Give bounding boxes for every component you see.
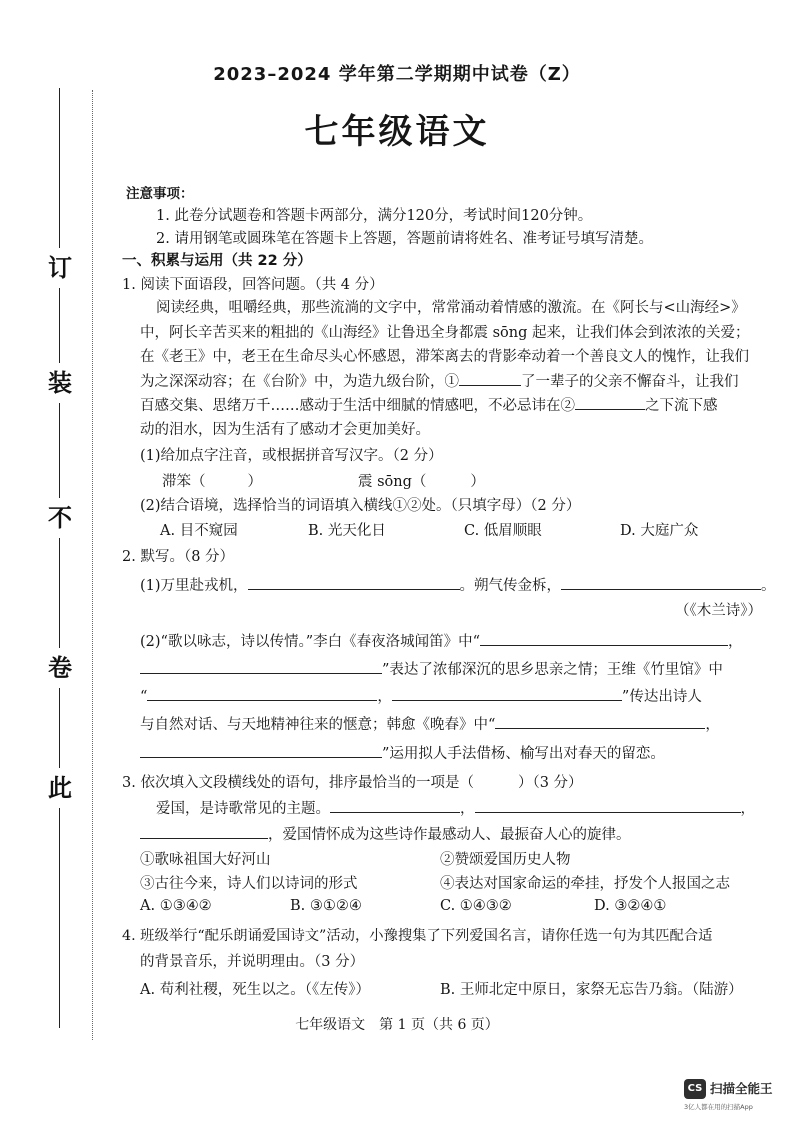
item-text: ”表达了浓郁深沉的思乡思亲之情；王维《竹里馆》中 xyxy=(382,662,723,678)
item-text: ， xyxy=(705,717,720,733)
answer-blank[interactable] xyxy=(140,742,382,758)
option: A. ①③④② xyxy=(140,898,212,914)
option: C. 低眉顺眼 xyxy=(464,523,542,539)
answer-blank[interactable] xyxy=(330,797,460,813)
item-text: ， xyxy=(460,801,475,817)
answer-blank[interactable] xyxy=(561,574,761,590)
sentence-item: ③古往今来，诗人们以诗词的形式 xyxy=(140,876,358,892)
item-text: “ xyxy=(140,689,148,705)
item-text: ， xyxy=(377,689,392,705)
subject-title: 七年级语文 xyxy=(304,112,490,152)
binding-char: 卷 xyxy=(42,648,78,688)
item-text: 与自然对话、与天地精神往来的惬意；韩愈《晚春》中“ xyxy=(140,717,496,733)
sentence-item: ④表达对国家命运的牵挂，抒发个人报国之志 xyxy=(440,876,730,892)
exam-title: 2023–2024 学年第二学期期中试卷（Z） xyxy=(213,64,581,85)
item-text: ） xyxy=(470,474,485,490)
binding-line xyxy=(59,88,60,1028)
dotted-divider xyxy=(92,90,93,1040)
binding-char: 装 xyxy=(42,363,78,403)
passage-line: 阅读经典，咀嚼经典，那些流淌的文字中，常常涌动着情感的激流。在《阿长与<山海经>》 xyxy=(156,300,746,316)
item-text: ）（3 分） xyxy=(517,775,583,791)
option: C. ①④③② xyxy=(440,898,512,914)
item-text: 震 sōng（ xyxy=(358,474,427,490)
passage-line: 中，阿长辛苦买来的粗拙的《山海经》让鲁迅全身都震 sōng 起来，让我们体会到浓浓的关爱； xyxy=(140,325,750,341)
item-text: 滞笨（ xyxy=(162,474,206,490)
binding-margin xyxy=(42,88,78,1028)
passage-text: 为之深深动容；在《台阶》中，为造九级台阶，① xyxy=(140,374,459,390)
item-text: ， xyxy=(740,801,755,817)
dictation-line xyxy=(140,713,720,734)
passage-line xyxy=(140,823,631,844)
sentence-item: ①歌咏祖国大好河山 xyxy=(140,852,271,868)
dictation-line xyxy=(140,574,776,595)
binding-char: 不 xyxy=(42,498,78,538)
item-text: (2)“歌以咏志，诗以传情。”李白《春夜洛城闻笛》中“ xyxy=(140,634,481,650)
page-footer: 七年级语文 第 1 页（共 6 页） xyxy=(295,1017,499,1033)
question-stem xyxy=(122,771,583,792)
binding-char: 此 xyxy=(42,768,78,808)
answer-blank[interactable] xyxy=(480,630,728,646)
question-stem: 2. 默写。（8 分） xyxy=(122,549,235,565)
answer-blank[interactable] xyxy=(459,370,521,386)
passage-text: 百感交集、思绪万千……感动于生活中细腻的情感吧，不必忌讳在② xyxy=(140,398,575,414)
answer-blank[interactable] xyxy=(392,685,622,701)
item-text: (1)万里赴戎机， xyxy=(140,578,248,594)
answer-blank[interactable] xyxy=(140,658,382,674)
notice-item: 1. 此卷分试题卷和答题卡两部分，满分120分，考试时间120分钟。 xyxy=(156,208,593,224)
question-stem: 的背景音乐，并说明理由。（3 分） xyxy=(140,954,365,970)
answer-blank[interactable] xyxy=(475,797,741,813)
dictation-line xyxy=(140,742,665,763)
answer-blank[interactable] xyxy=(495,713,705,729)
option: A. 苟利社稷，死生以之。（《左传》） xyxy=(140,982,370,998)
option: D. ③②④① xyxy=(594,898,667,914)
item-text: ，爱国情怀成为这些诗作最感动人、最振奋人心的旋律。 xyxy=(268,827,631,843)
pinyin-item xyxy=(162,470,262,491)
item-text: 爱国，是诗歌常见的主题。 xyxy=(156,801,330,817)
binding-char: 订 xyxy=(42,248,78,288)
passage-line xyxy=(140,370,739,391)
question-stem: 4. 班级举行“配乐朗诵爱国诗文”活动，小豫搜集了下列爱国名言，请你任选一句为其匹配合适 xyxy=(122,928,713,944)
notice-heading: 注意事项： xyxy=(126,186,194,202)
item-text: ， xyxy=(728,634,743,650)
item-text: 。朔气传金柝， xyxy=(459,578,562,594)
passage-line: 在《老王》中，老王在生命尽头心怀感恩，滞笨离去的背影牵动着一个善良文人的愧怍，让我们 xyxy=(140,349,749,365)
scanner-tagline: 3亿人都在用的扫描App xyxy=(684,1103,753,1111)
passage-text: 了一辈子的父亲不懈奋斗，让我们 xyxy=(521,374,739,390)
passage-line: 动的泪水，因为生活有了感动才会更加美好。 xyxy=(140,422,430,438)
scanner-watermark xyxy=(684,1077,784,1117)
question-stem: 1. 阅读下面语段，回答问题。（共 4 分） xyxy=(122,277,384,293)
answer-blank[interactable] xyxy=(140,823,268,839)
passage-text: 之下流下感 xyxy=(645,398,718,414)
option: B. 王师北定中原日，家祭无忘告乃翁。（陆游） xyxy=(440,982,743,998)
option: B. 光天化日 xyxy=(308,523,386,539)
item-text: 。 xyxy=(761,578,776,594)
section-heading: 一、积累与运用（共 22 分） xyxy=(122,253,312,269)
answer-blank[interactable] xyxy=(575,394,645,410)
item-text: ”运用拟人手法借杨、榆写出对春天的留恋。 xyxy=(382,746,665,762)
sub-question: (1)给加点字注音，或根据拼音写汉字。（2 分） xyxy=(140,448,443,464)
dictation-line xyxy=(140,630,743,651)
dictation-line xyxy=(140,658,723,679)
sentence-item: ②赞颂爱国历史人物 xyxy=(440,852,571,868)
pinyin-item xyxy=(358,470,485,491)
option: A. 目不窥园 xyxy=(160,523,238,539)
scanner-name: 扫描全能王 xyxy=(710,1081,773,1096)
notice-item: 2. 请用钢笔或圆珠笔在答题卡上答题，答题前请将姓名、准考证号填写清楚。 xyxy=(156,231,653,247)
answer-blank[interactable] xyxy=(147,685,377,701)
source-note: （《木兰诗》） xyxy=(675,603,762,619)
item-text: ”传达出诗人 xyxy=(621,689,702,705)
item-text: 3. 依次填入文段横线处的语句，排序最恰当的一项是（ xyxy=(122,775,474,791)
dictation-line xyxy=(140,685,702,706)
option: B. ③①②④ xyxy=(290,898,362,914)
passage-line xyxy=(156,797,755,818)
passage-line xyxy=(140,394,718,415)
item-text: ） xyxy=(247,474,262,490)
camscanner-logo-icon: CS xyxy=(684,1079,706,1099)
option: D. 大庭广众 xyxy=(620,523,699,539)
sub-question: (2)结合语境，选择恰当的词语填入横线①②处。（只填字母）（2 分） xyxy=(140,498,581,514)
answer-blank[interactable] xyxy=(248,574,460,590)
